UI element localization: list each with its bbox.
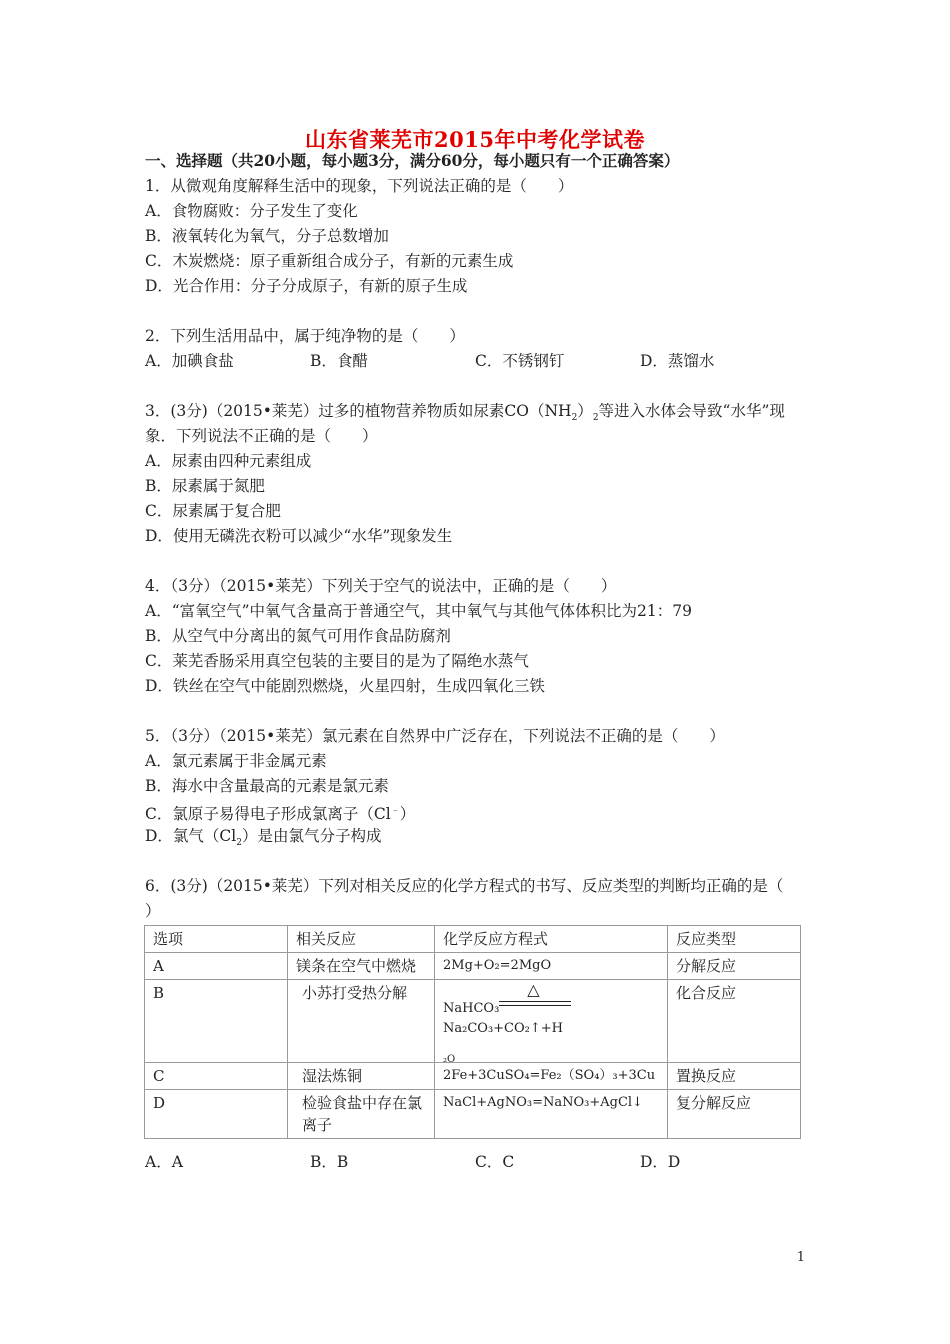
q4-option-d: D．铁丝在空气中能剧烈燃烧，火星四射，生成四氧化三铁	[145, 677, 545, 695]
q2-option-c: C．不锈钢钉	[475, 352, 565, 370]
q4-stem: 4．（3分）（2015•莱芜）下列关于空气的说法中，正确的是（ ）	[145, 577, 617, 595]
q3-stem-line1: 3．(3分)（2015•莱芜）过多的植物营养物质如尿素$CO(NH_2)_2$等进入水体会导致“水华”现	[145, 402, 785, 424]
table-cell-type: 化合反应	[668, 980, 801, 1063]
table-header: 反应类型	[668, 926, 801, 953]
q5-option-b: B．海水中含量最高的元素是氯元素	[145, 777, 389, 795]
table-cell-type: 置换反应	[668, 1063, 801, 1090]
table-row	[145, 980, 801, 1063]
q5-option-c: C．氯原子易得电子形成氯离子（Cl﹣）	[145, 805, 416, 824]
q3-stem-line2: 象．下列说法不正确的是（ ）	[145, 427, 378, 445]
table-header: 化学反应方程式	[435, 926, 668, 953]
table-cell-option: C	[145, 1063, 288, 1090]
table-row	[145, 953, 801, 980]
table-header: 选项	[145, 926, 288, 953]
table-cell-reaction: 检验食盐中存在氯离子	[288, 1090, 435, 1139]
page-number: 1	[796, 1250, 805, 1265]
q2-option-d: D．蒸馏水	[640, 352, 715, 370]
table-cell-reaction: 小苏打受热分解	[288, 980, 435, 1063]
table-cell-option: B	[145, 980, 288, 1063]
q4-option-a: A．“富氧空气”中氧气含量高于普通空气，其中氧气与其他气体体积比为21：79	[145, 602, 692, 620]
q6-stem-line1: 6．(3分)（2015•莱芜）下列对相关反应的化学方程式的书写、反应类型的判断均正确的是（	[145, 877, 784, 895]
q5-stem: 5．（3分）（2015•莱芜）氯元素在自然界中广泛存在，下列说法不正确的是（ ）	[145, 727, 725, 745]
q3-option-c: C．尿素属于复合肥	[145, 502, 281, 520]
table-cell-equation: 2Fe+3CuSO₄=Fe₂（SO₄）₃+3Cu	[435, 1063, 668, 1090]
q1-stem: 1．从微观角度解释生活中的现象，下列说法正确的是（ ）	[145, 177, 574, 195]
section-heading: 一、选择题（共20小题，每小题3分，满分60分，每小题只有一个正确答案）	[145, 151, 680, 170]
reaction-table	[144, 925, 801, 1139]
q4-option-b: B．从空气中分离出的氮气可用作食品防腐剂	[145, 627, 451, 645]
table-row	[145, 1063, 801, 1090]
q2-option-b: B．食醋	[310, 352, 368, 370]
table-cell-equation: 2Mg+O₂=2MgO	[435, 953, 668, 980]
q2-option-a: A．加碘食盐	[145, 352, 234, 370]
q6-option-a: A．A	[145, 1153, 183, 1171]
table-header-row	[145, 926, 801, 953]
table-cell-equation: NaHCO₃ △ Na₂CO₃+CO₂↑+H $_{_2O}$	[435, 980, 668, 1063]
page-title: 山东省莱芜市2015年中考化学试卷	[305, 127, 645, 152]
table-header: 相关反应	[288, 926, 435, 953]
q3-option-a: A．尿素由四种元素组成	[145, 452, 312, 470]
heat-condition-symbol: △	[499, 994, 571, 1014]
q5-option-d: D．氯气$(Cl_2)$是由氯气分子构成	[145, 827, 382, 849]
table-cell-type: 分解反应	[668, 953, 801, 980]
q6-option-b: B．B	[310, 1153, 349, 1171]
table-cell-equation: NaCl+AgNO₃=NaNO₃+AgCl↓	[435, 1090, 668, 1139]
q3-option-b: B．尿素属于氮肥	[145, 477, 265, 495]
table-cell-option: D	[145, 1090, 288, 1139]
table-cell-option: A	[145, 953, 288, 980]
table-cell-reaction: 镁条在空气中燃烧	[288, 953, 435, 980]
q5-option-a: A．氯元素属于非金属元素	[145, 752, 327, 770]
table-cell-type: 复分解反应	[668, 1090, 801, 1139]
table-cell-reaction: 湿法炼铜	[288, 1063, 435, 1090]
q6-option-d: D．D	[640, 1153, 681, 1171]
table-row	[145, 1090, 801, 1139]
q2-stem: 2．下列生活用品中，属于纯净物的是（ ）	[145, 327, 465, 345]
q1-option-d: D．光合作用：分子分成原子，有新的原子生成	[145, 277, 468, 295]
q3-option-d: D．使用无磷洗衣粉可以减少“水华”现象发生	[145, 527, 453, 545]
q1-option-b: B．液氧转化为氧气，分子总数增加	[145, 227, 389, 245]
q1-option-a: A．食物腐败：分子发生了变化	[145, 202, 358, 220]
q4-option-c: C．莱芜香肠采用真空包装的主要目的是为了隔绝水蒸气	[145, 652, 529, 670]
q6-stem-line2: ）	[145, 902, 161, 920]
q1-option-c: C．木炭燃烧：原子重新组合成分子，有新的元素生成	[145, 252, 514, 270]
q6-option-c: C．C	[475, 1153, 515, 1171]
